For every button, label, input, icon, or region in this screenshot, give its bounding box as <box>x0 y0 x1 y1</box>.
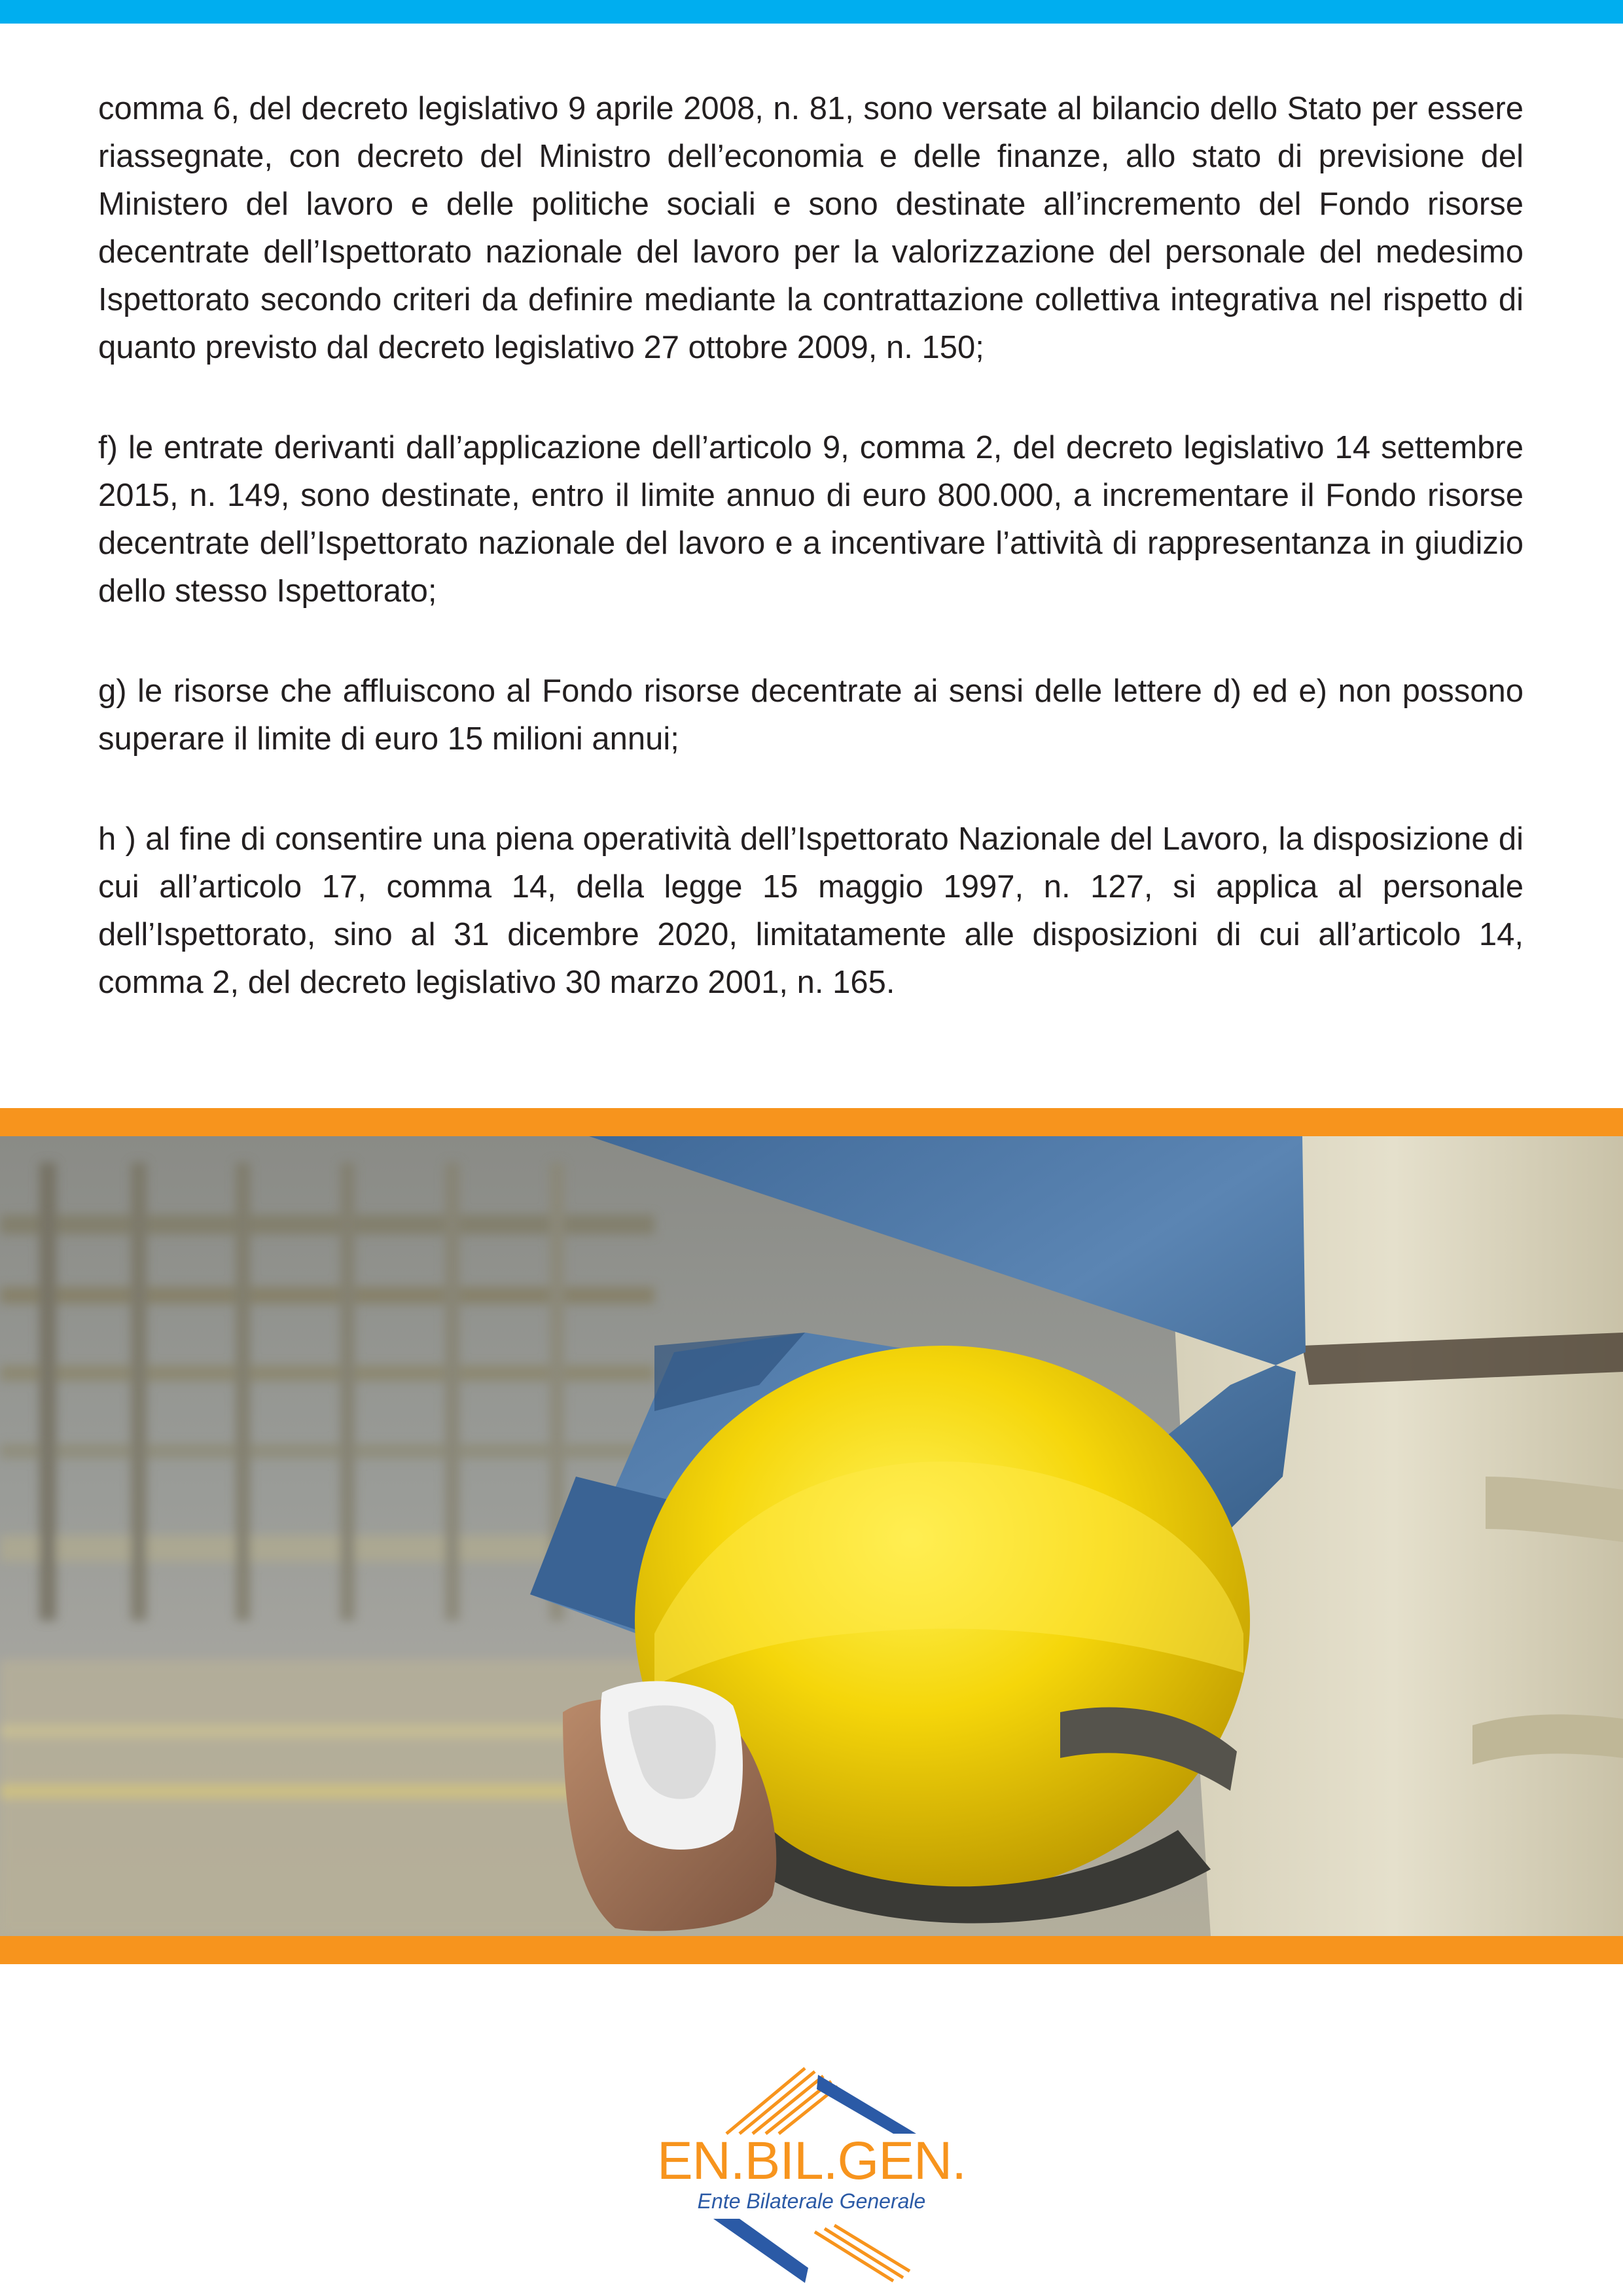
paragraph-f: f) le entrate derivanti dall’applicazione dell’articolo 9, comma 2, del decreto legislativo 14 settembre 2015, n. 149, sono destinate, entro il limite annuo di euro 800.000, a incrementare il Fondo risorse decentrate dell’Ispettorato nazionale del lavoro e a incentivare l’attività di rappresentanza in giudizio dello stesso Ispettorato; <box>98 430 1524 609</box>
paragraph-g: g) le risorse che affluiscono al Fondo risorse decentrate ai sensi delle lettere d) ed e) non possono superare il limite di euro 15 milioni annui; <box>98 673 1524 757</box>
paragraph-e-continuation: comma 6, del decreto legislativo 9 aprile 2008, n. 81, sono versate al bilancio dello Stato per essere riassegnate, con decreto del Ministro dell’economia e delle finanze, allo stato di previsione del Ministero del lavoro e delle politiche sociali e sono destinate all’incremento del Fondo risorse decentrate dell’Ispettorato nazionale del lavoro per la valorizzazione del personale del medesimo Ispettorato secondo criteri da definire mediante la contrattazione collettiva integrativa nel rispetto di quanto previsto dal decreto legislativo 27 ottobre 2009, n. 150; <box>98 91 1524 365</box>
logo-wordmark: EN.BIL.GEN. <box>656 2131 967 2191</box>
orange-band-top <box>0 1108 1623 1136</box>
logo-subtitle: Ente Bilaterale Generale <box>697 2189 926 2213</box>
orange-band-bottom <box>0 1936 1623 1964</box>
enbilgen-logo <box>635 2062 988 2284</box>
document-body <box>98 85 1524 1059</box>
photo-band <box>0 1108 1623 1964</box>
top-accent-bar <box>0 0 1623 24</box>
paragraph-h: h ) al fine di consentire una piena operatività dell’Ispettorato Nazionale del Lavoro, la disposizione di cui all’articolo 17, comma 14, della legge 15 maggio 1997, n. 127, si applica al personale dell’Ispettorato, sino al 31 dicembre 2020, limitatamente alle disposizioni di cui all’articolo 14, comma 2, del decreto legislativo 30 marzo 2001, n. 165. <box>98 821 1524 1000</box>
worker-helmet-photo <box>0 1136 1623 1936</box>
